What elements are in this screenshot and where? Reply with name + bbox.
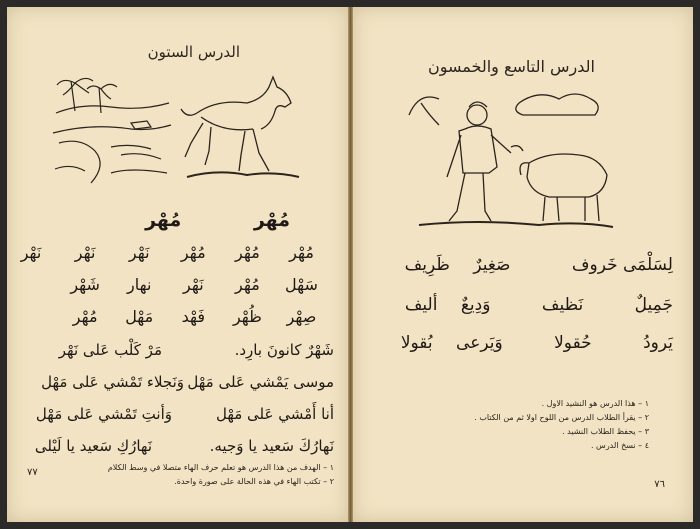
- grid-word: مُهْر: [235, 275, 260, 294]
- verse-row: [359, 255, 673, 275]
- verse-word: جَمِيلٌ: [634, 295, 673, 315]
- head-words-row: [79, 209, 290, 231]
- grid-word: ظُهْر: [232, 307, 262, 326]
- lesson-note: ١ – الهدف من هذا الدرس هو تعلم حرف الهاء متصلا في وسط الكلام: [107, 463, 334, 472]
- grid-word: نهار: [127, 275, 152, 294]
- verse-word: بُقولا: [400, 333, 433, 353]
- lesson-note: ٣ – يحفظ الطلاب النشيد .: [562, 427, 649, 436]
- grid-word: نَهْر: [182, 275, 204, 294]
- lesson-note: ٤ – نسخ الدرس .: [590, 441, 649, 450]
- grid-word: نَهْر: [20, 243, 42, 262]
- verse-word: نَظيف: [541, 295, 584, 315]
- verse-row: [355, 333, 673, 353]
- verse-word: صَغِيرٌ: [473, 255, 511, 275]
- sentence-b: وَأنتِ تَمْشي عَلى مَهْل: [35, 405, 172, 423]
- verse-word: حُقولا: [554, 333, 592, 353]
- verse-word: لِسَلْمَى خَروف: [571, 255, 673, 275]
- head-word: مُهْر: [145, 209, 182, 231]
- grid-row: [61, 275, 326, 294]
- sentence-b: وَنَجلاء تَمْشي عَلى مَهْل: [41, 373, 184, 391]
- verse-word: وَدِيعٌ: [460, 295, 491, 315]
- page-number: ٧٦: [654, 479, 665, 490]
- lesson-note: ٢ – تكتب الهاء في هذه الحالة على صورة واحدة.: [174, 477, 334, 486]
- grid-word: فَهْد: [181, 307, 206, 326]
- grid-word: نَهْر: [128, 243, 150, 262]
- book-spread: [3, 3, 697, 526]
- sentence-a: نَهارُكَ سَعيد يا وَجيه.: [209, 437, 334, 455]
- lesson-note: ٢ – يقرأ الطلاب الدرس من اللوح اولا ثم من الكتاب .: [474, 413, 649, 422]
- colt-illustration: [177, 73, 303, 185]
- lesson-note: ١ – هذا الدرس هو النشيد الاول .: [541, 399, 649, 408]
- left-page: [7, 7, 348, 522]
- sentence-a: أنا أَمْشي عَلى مَهْل: [215, 405, 334, 423]
- right-page-title: الدرس التاسع والخمسون: [427, 57, 595, 76]
- sentence-b: نَهارُكِ سَعيد يا لَيْلى: [34, 437, 152, 455]
- grid-word: صِهْر: [286, 307, 317, 326]
- grid-row: [7, 243, 326, 262]
- head-word: مُهْر: [253, 209, 290, 231]
- grid-word: نَهْر: [74, 243, 96, 262]
- page-number: ٧٧: [27, 467, 38, 478]
- verse-word: ظَرِيف: [404, 255, 450, 275]
- landscape-palm-illustration: [51, 73, 173, 185]
- grid-row: [61, 307, 326, 326]
- grid-word: مُهْر: [235, 243, 260, 262]
- sentence-a: شَهْرٌ كانونَ بارِد.: [234, 341, 334, 359]
- sentence-b: مَرْ كَلْب عَلى نَهْر: [58, 341, 162, 359]
- sentence-a: موسى يَمْشي عَلى مَهْل: [187, 373, 334, 391]
- grid-word: مُهْر: [72, 307, 98, 326]
- verse-row: [359, 295, 673, 315]
- right-page: [353, 7, 693, 522]
- verse-word: وَيَرعى: [456, 333, 503, 353]
- grid-word: سَهْل: [285, 275, 318, 294]
- boy-and-lamb-illustration: [399, 85, 617, 235]
- verse-word: يَرودُ: [643, 333, 673, 353]
- grid-word: شَهْر: [70, 275, 100, 294]
- grid-word: مُهْر: [180, 243, 206, 262]
- verse-word: أليف: [404, 295, 438, 315]
- grid-word: مُهْر: [289, 243, 314, 262]
- left-page-title: الدرس الستون: [147, 43, 240, 61]
- grid-word: مَهْل: [125, 307, 154, 326]
